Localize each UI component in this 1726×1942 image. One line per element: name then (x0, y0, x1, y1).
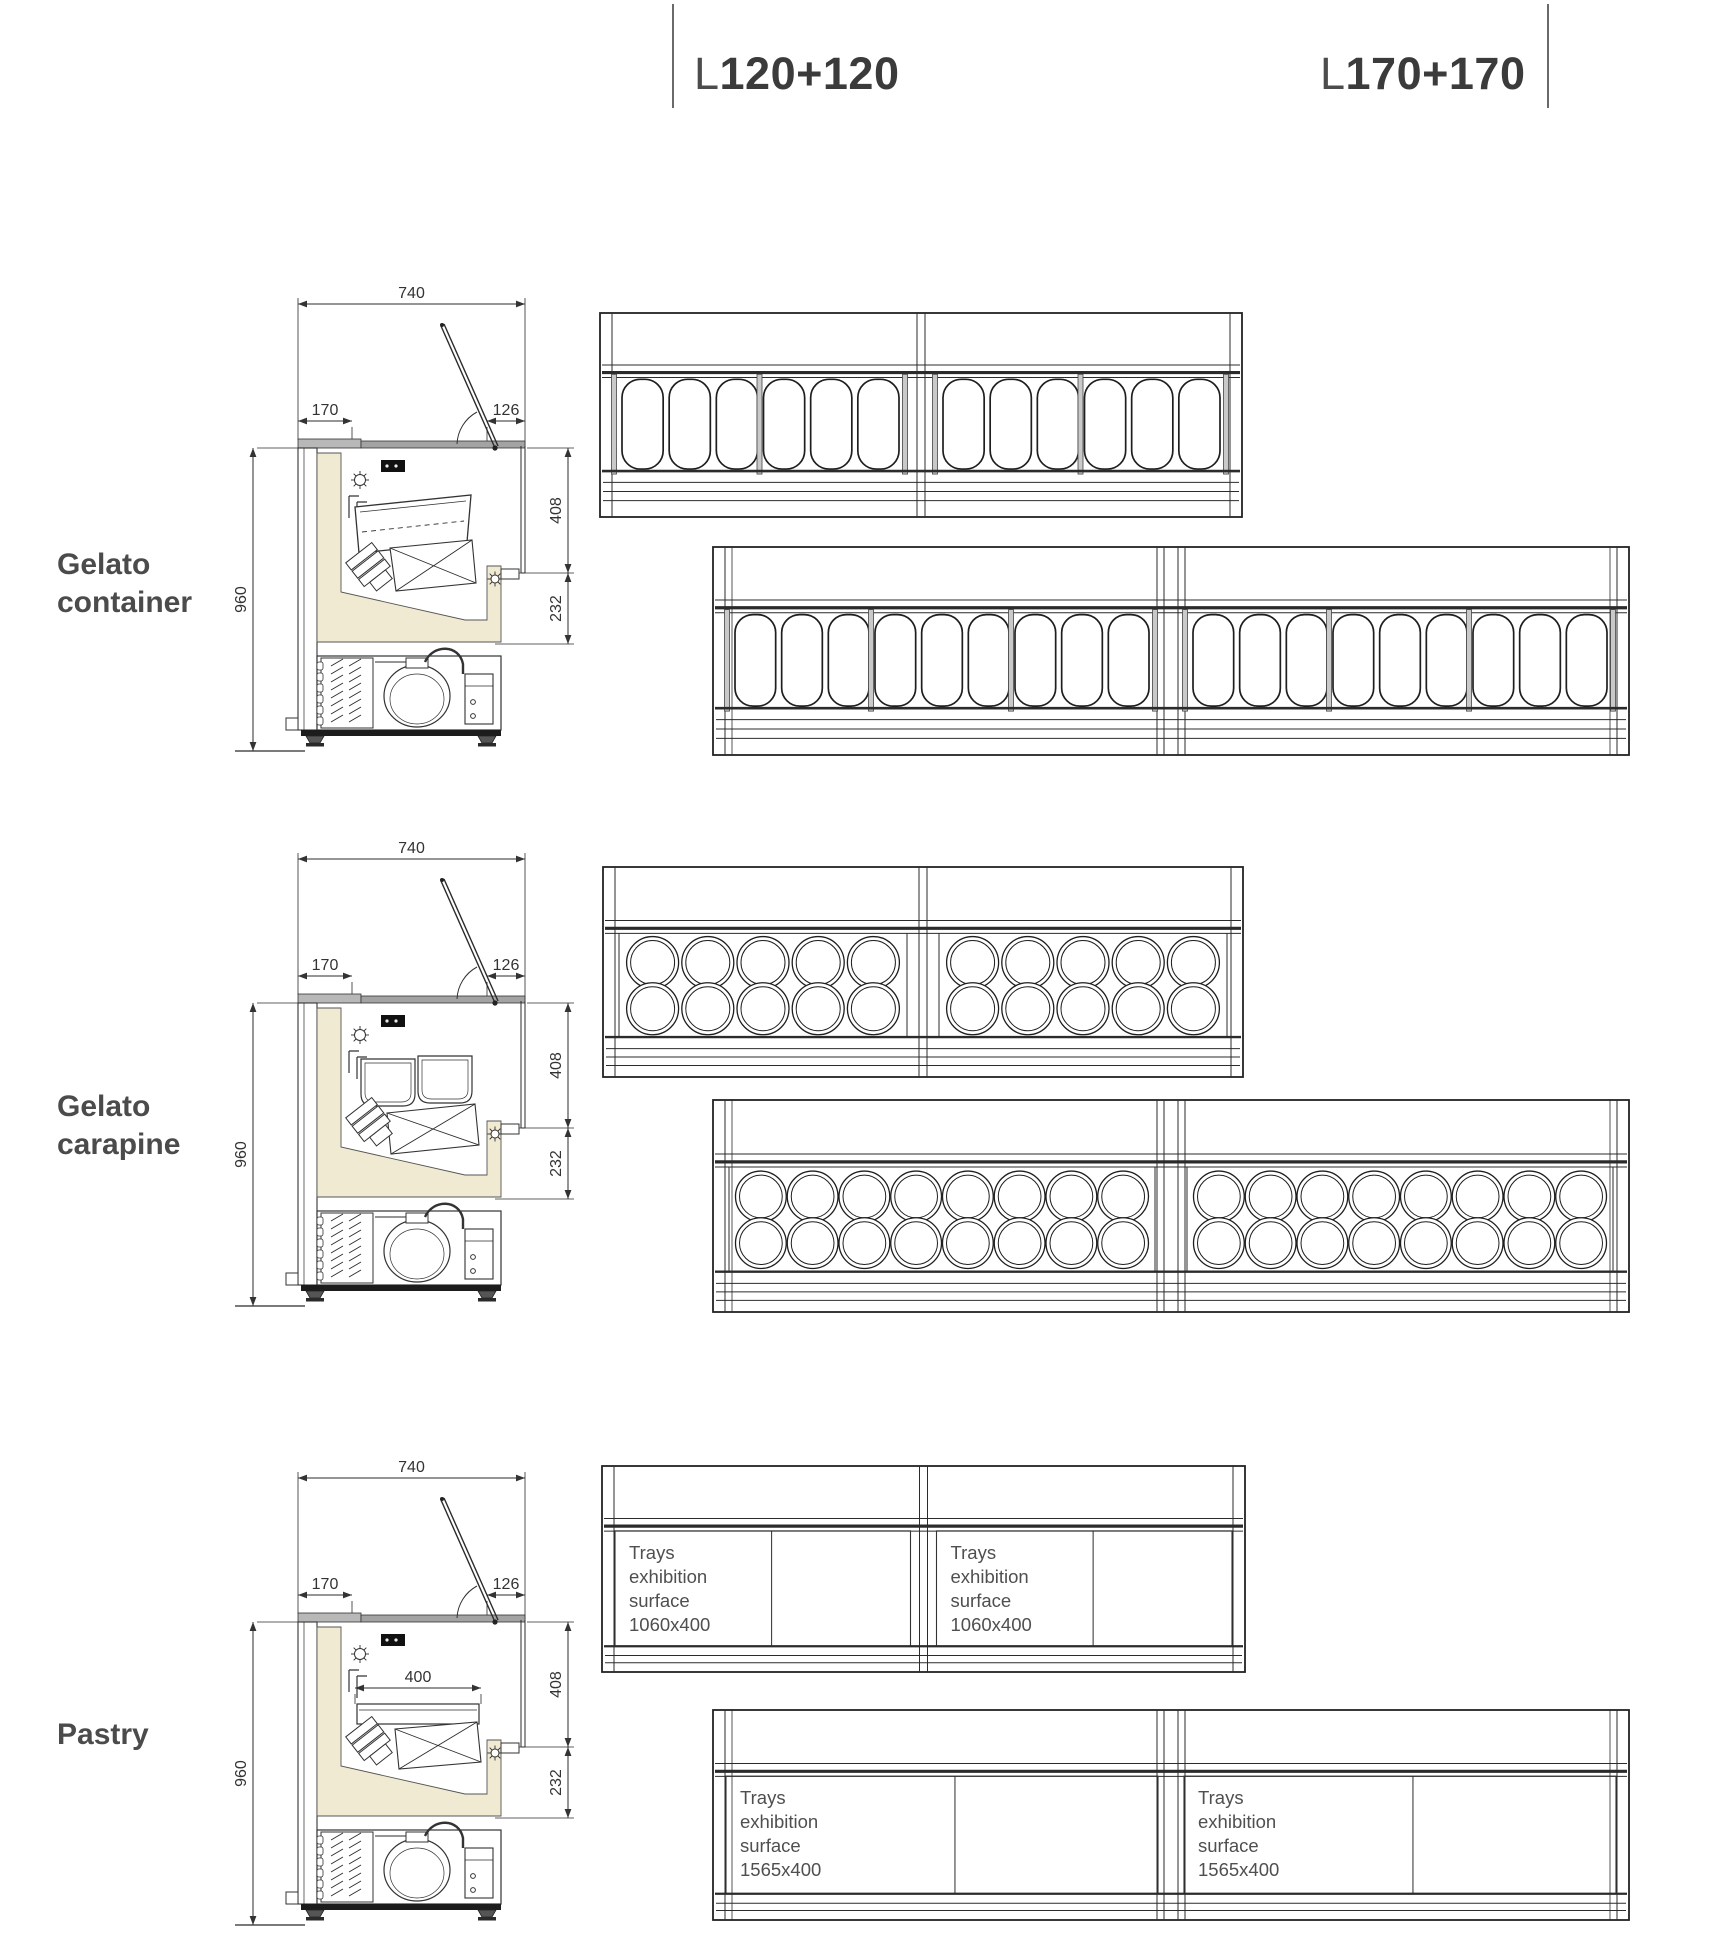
worktop-left (298, 994, 361, 1003)
svg-text:740: 740 (398, 1459, 425, 1476)
carapine-well (627, 983, 679, 1035)
gelato-container-front-L120 (600, 313, 1242, 517)
carapine-well (994, 1218, 1045, 1269)
gelato-pan (1473, 615, 1514, 707)
svg-text:960: 960 (233, 1760, 250, 1787)
rear-wall (298, 448, 317, 730)
condenser-coil (317, 1213, 373, 1283)
dimension-worktop (298, 957, 352, 997)
svg-text:232: 232 (548, 595, 565, 622)
pan-divider-post (1467, 610, 1472, 712)
svg-text:1565x400: 1565x400 (740, 1859, 822, 1881)
carapine-tub (361, 1059, 415, 1106)
carapine-well (792, 937, 844, 989)
interior-pastry (346, 1669, 481, 1769)
gelato-pan (1132, 379, 1173, 469)
gelato-pan (922, 615, 963, 707)
gelato-pan (735, 615, 776, 707)
carapine-well (1504, 1171, 1555, 1222)
side-view-gelato-container (233, 285, 574, 751)
dimension-height (233, 448, 305, 751)
svg-text:740: 740 (398, 285, 425, 302)
carapine-well (1556, 1171, 1607, 1222)
carapine-well (737, 983, 789, 1035)
gelato-pan (1426, 615, 1467, 707)
svg-text:exhibition: exhibition (1198, 1811, 1277, 1833)
carapine-well (994, 1171, 1045, 1222)
refrigeration-unit (301, 1823, 501, 1921)
carapine-well (1098, 1218, 1149, 1269)
dimension-display-and-base (495, 448, 574, 644)
gelato-pan (1085, 379, 1126, 469)
carapine-well (839, 1171, 890, 1222)
pan-divider-post (612, 374, 617, 474)
row-label-line: Gelato (57, 548, 151, 581)
carapine-well (847, 937, 899, 989)
svg-text:surface: surface (950, 1589, 1012, 1611)
pastry-front-L120 (602, 1466, 1245, 1672)
svg-text:1565x400: 1565x400 (1198, 1859, 1280, 1881)
row-label-line: container (57, 586, 193, 619)
control-badge (381, 460, 405, 472)
gelato-container-front-L170 (713, 547, 1629, 755)
carapine-well (1112, 983, 1164, 1035)
dimension-display-and-base (495, 1622, 574, 1818)
svg-text:740: 740 (398, 840, 425, 857)
svg-text:126: 126 (492, 402, 520, 419)
pan-divider-post (1224, 374, 1229, 474)
svg-text:1060x400: 1060x400 (950, 1613, 1032, 1635)
gelato-pan (968, 615, 1009, 707)
svg-text:surface: surface (1198, 1835, 1259, 1857)
carapine-well (787, 1218, 838, 1269)
carapine-well (1167, 937, 1219, 989)
carapine-well (682, 983, 734, 1035)
carapine-well (1167, 983, 1219, 1035)
carapine-well (947, 983, 999, 1035)
gelato-pan (1286, 615, 1327, 707)
carapine-well (1245, 1218, 1296, 1269)
model-size: 170+170 (1345, 48, 1526, 99)
side-view-pastry (233, 1459, 574, 1925)
svg-text:960: 960 (233, 586, 250, 613)
carapine-well (787, 1171, 838, 1222)
svg-text:170: 170 (311, 957, 339, 974)
dimension-tray-width (355, 1669, 481, 1704)
svg-text:Trays: Trays (740, 1787, 786, 1809)
gelato-pan (782, 615, 823, 707)
carapine-well (1504, 1218, 1555, 1269)
svg-text:surface: surface (740, 1835, 801, 1857)
worktop-left (298, 1613, 361, 1622)
gelato-pan (1193, 615, 1234, 707)
gelato-pan (990, 379, 1031, 469)
carapine-well (847, 983, 899, 1035)
worktop-main (361, 441, 525, 448)
worktop-left (298, 439, 361, 448)
gelato-pan (716, 379, 757, 469)
pan-divider-post (903, 374, 908, 474)
gelato-pan (1015, 615, 1056, 707)
svg-text:exhibition: exhibition (950, 1565, 1029, 1587)
refrigeration-unit (301, 649, 501, 747)
pan-divider-post (1611, 610, 1616, 712)
dimension-height (233, 1003, 305, 1306)
gelato-carapine-front-L120 (603, 867, 1243, 1077)
gelato-carapine-front-L170 (713, 1100, 1629, 1312)
pan-divider-post (933, 374, 938, 474)
carapine-well (627, 937, 679, 989)
carapine-tub (418, 1056, 472, 1103)
worktop-main (361, 1615, 525, 1622)
carapine-well (1556, 1218, 1607, 1269)
svg-text:170: 170 (311, 402, 339, 419)
gelato-pan (1062, 615, 1103, 707)
svg-text:1060x400: 1060x400 (629, 1613, 711, 1635)
carapine-well (1245, 1171, 1296, 1222)
pan-divider-post (725, 610, 730, 712)
condenser-coil (317, 1832, 373, 1902)
gelato-pan (1240, 615, 1281, 707)
carapine-well (737, 937, 789, 989)
side-view-gelato-carapine (233, 840, 574, 1306)
interior-gelato-carapine (346, 1056, 479, 1154)
control-badge (381, 1634, 405, 1646)
front-glass (521, 1620, 525, 1747)
rear-wall (298, 1622, 317, 1904)
lid-open (440, 323, 498, 451)
svg-text:Trays: Trays (950, 1541, 997, 1563)
dimension-worktop (298, 1576, 352, 1616)
pan-divider-post (1009, 610, 1014, 712)
carapine-well (839, 1218, 890, 1269)
carapine-well (891, 1171, 942, 1222)
gelato-pan (875, 615, 916, 707)
carapine-well (682, 937, 734, 989)
gelato-pan (811, 379, 852, 469)
svg-text:408: 408 (548, 497, 565, 524)
row-label-line: Pastry (57, 1718, 149, 1751)
pan-divider-post (1078, 374, 1083, 474)
pan-divider-post (1183, 610, 1188, 712)
gelato-pan (828, 615, 869, 707)
svg-text:Trays: Trays (629, 1541, 675, 1563)
svg-text:Trays: Trays (1198, 1787, 1244, 1809)
control-badge (381, 1015, 405, 1027)
dimension-display-and-base (495, 1003, 574, 1199)
row-label-line: Gelato (57, 1090, 151, 1123)
carapine-well (1452, 1218, 1503, 1269)
carapine-well (1349, 1218, 1400, 1269)
svg-text:232: 232 (548, 1150, 565, 1177)
dimension-worktop (298, 402, 352, 442)
carapine-well (1401, 1218, 1452, 1269)
model-prefix: L (694, 48, 720, 99)
refrigeration-unit (301, 1204, 501, 1302)
dimension-height (233, 1622, 305, 1925)
pan-divider-post (869, 610, 874, 712)
svg-text:126: 126 (492, 1576, 520, 1593)
dimension-lid (487, 957, 525, 1001)
gelato-pan (858, 379, 899, 469)
carapine-well (1112, 937, 1164, 989)
svg-text:126: 126 (492, 957, 520, 974)
rear-wall (298, 1003, 317, 1285)
dimension-lid (487, 1576, 525, 1620)
carapine-well (891, 1218, 942, 1269)
carapine-well (1057, 937, 1109, 989)
lid-open (440, 878, 498, 1006)
carapine-well (1194, 1171, 1245, 1222)
svg-text:exhibition: exhibition (740, 1811, 819, 1833)
dimension-lid (487, 402, 525, 446)
carapine-well (943, 1218, 994, 1269)
carapine-well (1349, 1171, 1400, 1222)
pan-divider-post (757, 374, 762, 474)
condenser-coil (317, 658, 373, 728)
svg-text:surface: surface (629, 1589, 690, 1611)
carapine-well (947, 937, 999, 989)
carapine-well (736, 1218, 787, 1269)
carapine-well (943, 1171, 994, 1222)
lid-open (440, 1497, 498, 1625)
gelato-pan (764, 379, 805, 469)
gelato-pan (669, 379, 710, 469)
row-label-line: carapine (57, 1128, 181, 1161)
svg-text:400: 400 (404, 1669, 432, 1686)
svg-text:170: 170 (311, 1576, 339, 1593)
gelato-pan (622, 379, 663, 469)
carapine-well (736, 1171, 787, 1222)
carapine-well (1057, 983, 1109, 1035)
pan-divider-post (1327, 610, 1332, 712)
pan-divider-post (1153, 610, 1158, 712)
svg-text:exhibition: exhibition (629, 1565, 708, 1587)
carapine-well (1297, 1218, 1348, 1269)
carapine-well (1098, 1171, 1149, 1222)
svg-text:408: 408 (548, 1052, 565, 1079)
gelato-pan (1520, 615, 1561, 707)
carapine-well (1401, 1171, 1452, 1222)
svg-text:408: 408 (548, 1671, 565, 1698)
carapine-well (1194, 1218, 1245, 1269)
front-glass (521, 1001, 525, 1128)
gelato-pan (1380, 615, 1421, 707)
gelato-pan (1333, 615, 1374, 707)
carapine-well (1046, 1171, 1097, 1222)
gelato-pan (1566, 615, 1607, 707)
carapine-well (1297, 1171, 1348, 1222)
gelato-pan (1179, 379, 1220, 469)
model-size: 120+120 (719, 48, 900, 99)
carapine-well (1002, 983, 1054, 1035)
front-glass (521, 446, 525, 573)
model-prefix: L (1320, 48, 1346, 99)
carapine-well (792, 983, 844, 1035)
gelato-pan (1037, 379, 1078, 469)
carapine-well (1002, 937, 1054, 989)
interior-gelato-container (346, 495, 476, 595)
worktop-main (361, 996, 525, 1003)
gelato-pan (1108, 615, 1149, 707)
pastry-front-L170 (713, 1710, 1629, 1920)
gelato-pan (943, 379, 984, 469)
carapine-well (1452, 1171, 1503, 1222)
svg-text:960: 960 (233, 1141, 250, 1168)
carapine-well (1046, 1218, 1097, 1269)
svg-text:232: 232 (548, 1769, 565, 1796)
